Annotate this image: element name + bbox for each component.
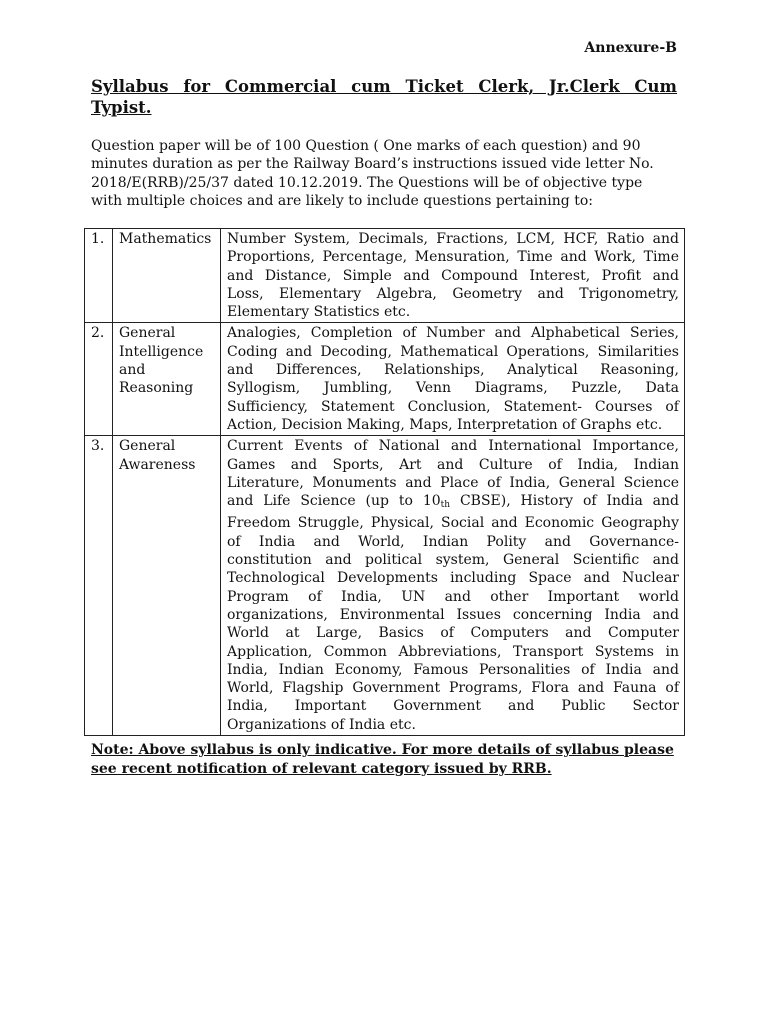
intro-line: with multiple choices and are likely to include questions pertaining to: — [91, 192, 593, 209]
topics-line: Organizations of India etc. — [227, 716, 416, 733]
topics-line: Games and Sports, Art and Culture of India, Indian — [227, 456, 679, 473]
topics-line: Proportions, Percentage, Mensuration, Time and Work, Time — [227, 249, 679, 266]
row-number: 3. — [85, 436, 113, 736]
subject-cell — [113, 436, 221, 736]
topics-line — [227, 492, 679, 514]
intro-line: 2018/E(RRB)/25/37 dated 10.12.2019. The Questions will be of objective type — [91, 174, 643, 191]
subject-line: Awareness — [119, 456, 196, 473]
topics-line: Freedom Struggle, Physical, Social and Economic Geography — [227, 515, 679, 532]
row-number: 2. — [85, 323, 113, 436]
topics-line: Sufficiency, Statement Conclusion, Statement- Courses of — [227, 398, 679, 415]
intro-line: minutes duration as per the Railway Board’s instructions issued vide letter No. — [91, 156, 654, 173]
subject-line: and — [119, 362, 146, 379]
table-row — [85, 436, 685, 736]
topics-line: Analogies, Completion of Number and Alphabetical Series, — [227, 325, 679, 342]
topics-line: organizations, Environmental Issues concerning India and — [227, 606, 679, 623]
table-row — [85, 229, 685, 323]
note-line: Note: Above syllabus is only indicative. For more details of syllabus please — [91, 742, 674, 758]
topics-line: Coding and Decoding, Mathematical Operations, Similarities — [227, 343, 679, 360]
topics-line: World at Large, Basics of Computers and Computer — [227, 625, 679, 642]
row-number: 1. — [85, 229, 113, 323]
subject-line: General — [119, 325, 176, 342]
topics-line: Number System, Decimals, Fractions, LCM, HCF, Ratio and — [227, 231, 679, 247]
intro-paragraph — [91, 137, 679, 210]
topics-line: of India and World, Indian Polity and Governance- — [227, 533, 679, 550]
topics-cell — [221, 436, 685, 736]
subject-line: General — [119, 438, 176, 455]
table-row — [85, 323, 685, 436]
topics-line: Current Events of National and International Importance, — [227, 438, 679, 455]
topics-line: Syllogism, Jumbling, Venn Diagrams, Puzzle, Data — [227, 380, 679, 397]
topics-text: and Life Science (up to 10 — [227, 493, 441, 510]
topics-cell — [221, 323, 685, 436]
topics-line: Elementary Statistics etc. — [227, 304, 411, 321]
topics-line: India, Important Government and Public Sector — [227, 698, 679, 715]
subject-line: Reasoning — [119, 380, 194, 397]
note-line: see recent notification of relevant category issued by RRB. — [91, 760, 552, 777]
syllabus-table — [84, 228, 685, 736]
topics-line: Literature, Monuments and Place of India, General Science — [227, 474, 679, 491]
topics-line: India, Indian Economy, Famous Personalities of India and — [227, 661, 679, 678]
topics-line: Program of India, UN and other Important world — [227, 588, 679, 605]
topics-cell — [221, 229, 685, 323]
intro-line: Question paper will be of 100 Question ( One marks of each question) and 90 — [91, 138, 641, 154]
topics-text: CBSE), History of India and — [450, 493, 679, 510]
topics-line: constitution and political system, General Scientific and — [227, 552, 679, 569]
subject-cell — [113, 323, 221, 436]
page-title: Syllabus for Commercial cum Ticket Clerk, Jr.Clerk Cum Typist. — [91, 77, 677, 117]
subject-cell: Mathematics — [113, 229, 221, 323]
superscript-th: th — [440, 500, 451, 511]
note-paragraph — [91, 741, 677, 778]
topics-line: Application, Common Abbreviations, Transport Systems in — [227, 643, 679, 660]
subject-line: Intelligence — [119, 343, 204, 360]
annexure-label: Annexure-B — [584, 40, 677, 56]
topics-line: Technological Developments including Space and Nuclear — [227, 570, 679, 587]
topics-line: World, Flagship Government Programs, Flora and Fauna of — [227, 680, 679, 697]
topics-line: and Distance, Simple and Compound Interest, Profit and — [227, 267, 679, 284]
topics-line: and Differences, Relationships, Analytical Reasoning, — [227, 362, 679, 379]
topics-line: Action, Decision Making, Maps, Interpretation of Graphs etc. — [227, 416, 663, 433]
topics-line: Loss, Elementary Algebra, Geometry and Trigonometry, — [227, 285, 679, 302]
